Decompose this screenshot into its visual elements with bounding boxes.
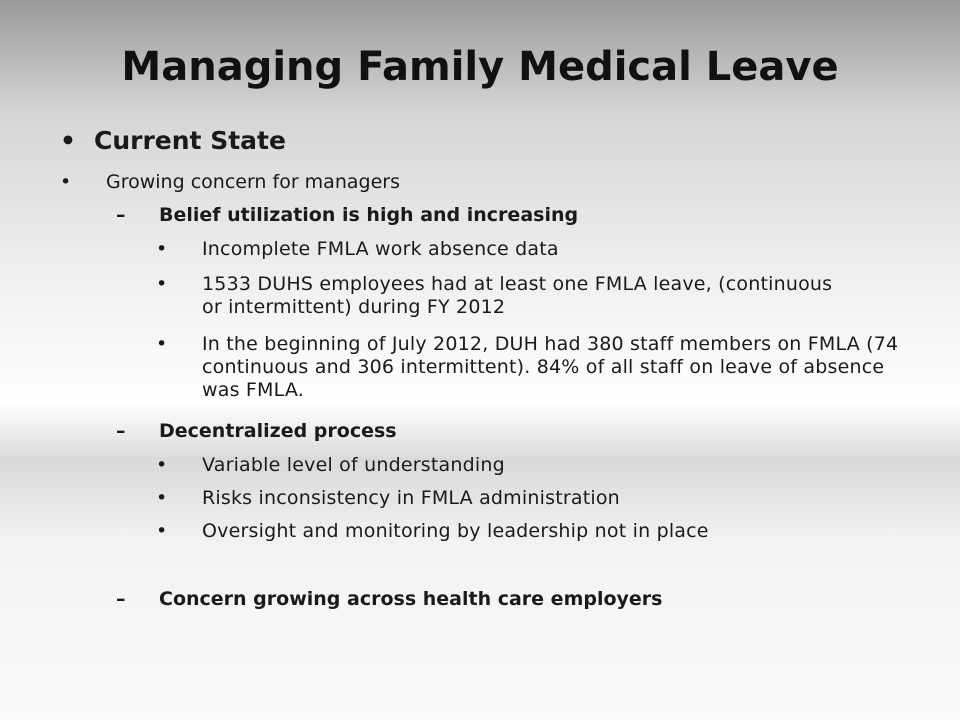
bullet-text: Incomplete FMLA work absence data — [202, 238, 559, 260]
bullet-text: Belief utilization is high and increasing — [159, 204, 579, 226]
bullet-icon: • — [156, 238, 168, 260]
bullet-text: Concern growing across health care employers — [159, 588, 663, 610]
bullet-text: Current State — [94, 126, 286, 155]
slide-title: Managing Family Medical Leave — [121, 44, 839, 90]
dash-icon: – — [116, 588, 126, 610]
bullet-text: In the beginning of July 2012, DUH had 380 staff members on FMLA (74 continuous and 306 intermittent). 84% of all staff on leave of absence was FMLA. — [202, 333, 899, 401]
bullet-text: Growing concern for managers — [106, 171, 400, 193]
bullet-icon: • — [156, 520, 168, 542]
bullet-text: Variable level of understanding — [202, 454, 505, 476]
dash-icon: – — [116, 420, 126, 442]
bullet-text: Oversight and monitoring by leadership not in place — [202, 520, 709, 542]
bullet-icon: • — [156, 273, 168, 295]
bullet-text: 1533 DUHS employees had at least one FMLA leave, (continuous or intermittent) during FY 2012 — [202, 273, 833, 318]
bullet-icon: • — [156, 487, 168, 509]
bullet-icon: • — [60, 171, 72, 193]
bullet-text: Risks inconsistency in FMLA administration — [202, 487, 620, 509]
bullet-icon: • — [60, 126, 76, 155]
bullet-icon: • — [156, 333, 168, 355]
bullet-text: Decentralized process — [159, 420, 397, 442]
dash-icon: – — [116, 204, 126, 226]
bullet-icon: • — [156, 454, 168, 476]
